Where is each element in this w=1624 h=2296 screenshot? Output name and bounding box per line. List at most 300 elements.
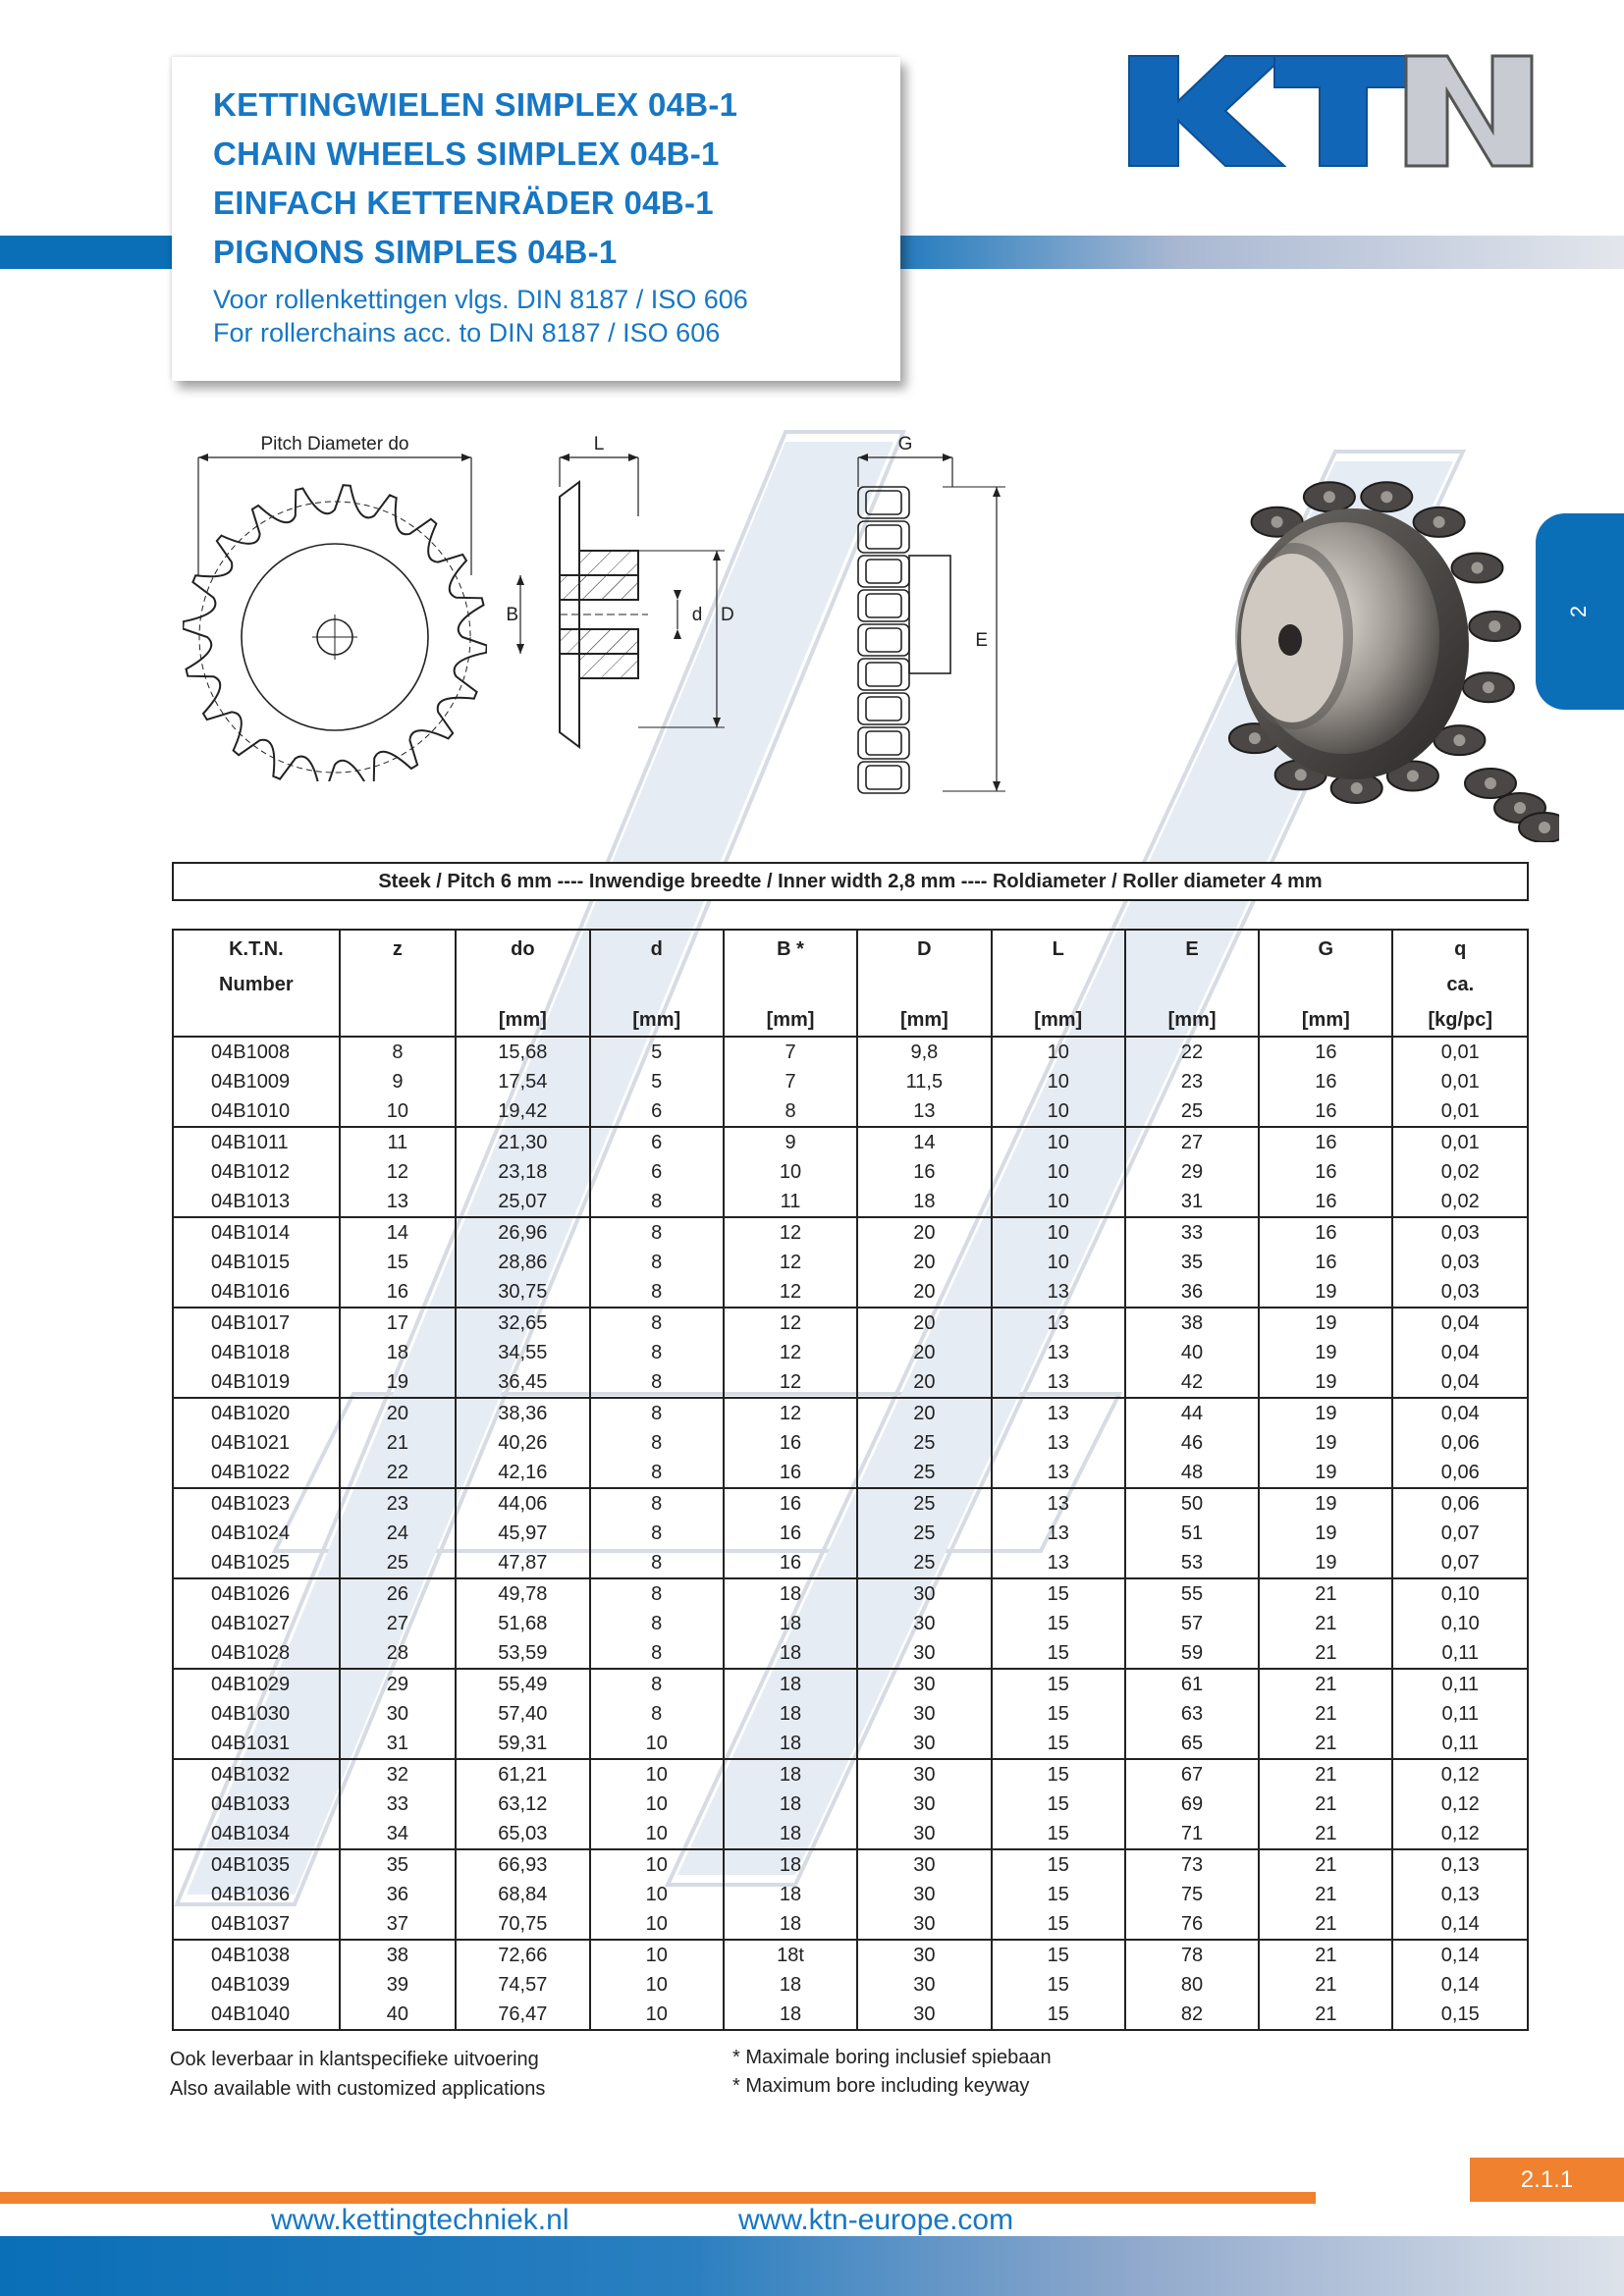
table-cell: 21: [1259, 1940, 1392, 1970]
table-cell: 6: [590, 1127, 724, 1157]
table-cell: 8: [590, 1699, 724, 1729]
table-cell: 9: [340, 1067, 456, 1096]
table-cell: 16: [1259, 1037, 1392, 1067]
table-cell: 29: [1125, 1157, 1259, 1187]
table-cell: 10: [992, 1248, 1125, 1277]
table-cell: 15: [992, 1789, 1125, 1819]
table-cell: 8: [590, 1548, 724, 1578]
table-cell: 36,45: [456, 1367, 589, 1398]
label-d: d: [691, 605, 703, 625]
chapter-tab: [1536, 513, 1624, 710]
note-bore-en: * Maximum bore including keyway: [732, 2075, 1030, 2097]
chain-pin-3d: [1380, 491, 1392, 503]
table-row: [173, 1970, 1528, 2000]
table-cell: 10: [992, 1037, 1125, 1067]
table-cell: 5: [590, 1067, 724, 1096]
table-cell: 74,57: [456, 1970, 589, 2000]
chain-pin-3d: [1249, 732, 1261, 744]
table-cell: 04B1030: [173, 1699, 340, 1729]
table-cell: 0,14: [1392, 1970, 1528, 2000]
chain-roller: [866, 525, 901, 549]
col-header: [1259, 930, 1392, 1037]
table-cell: 19: [1259, 1488, 1392, 1519]
table-cell: 63,12: [456, 1789, 589, 1819]
table-row: [173, 1548, 1528, 1578]
col-header: [1125, 930, 1259, 1037]
table-cell: 35: [340, 1849, 456, 1880]
table-cell: 46: [1125, 1428, 1259, 1458]
table-cell: 0,14: [1392, 1940, 1528, 1970]
table-cell: 32,65: [456, 1308, 589, 1338]
table-cell: 25: [857, 1548, 991, 1578]
table-cell: 21: [340, 1428, 456, 1458]
chain-roller: [866, 560, 901, 583]
table-cell: 10: [590, 1909, 724, 1940]
table-cell: 8: [590, 1638, 724, 1669]
col-header: [1392, 930, 1528, 1037]
table-row: [173, 1519, 1528, 1548]
table-cell: 15: [992, 1849, 1125, 1880]
col-header-line: [mm]: [899, 1009, 948, 1031]
table-cell: 10: [590, 1789, 724, 1819]
table-cell: 18: [724, 1578, 857, 1609]
table-cell: 10: [590, 1970, 724, 2000]
table-cell: 22: [1125, 1037, 1259, 1067]
col-header-line: B *: [777, 938, 804, 960]
table-cell: 04B1015: [173, 1248, 340, 1277]
note-custom-nl: Ook leverbaar in klantspecifieke uitvoering: [170, 2049, 539, 2070]
footer-link-kettingtechniek[interactable]: www.kettingtechniek.nl: [271, 2204, 569, 2236]
table-cell: 0,01: [1392, 1096, 1528, 1127]
table-cell: 18: [857, 1187, 991, 1217]
table-cell: 10: [590, 1940, 724, 1970]
table-cell: 15: [340, 1248, 456, 1277]
table-header-row: [173, 930, 1528, 1037]
chain-roller: [866, 663, 901, 686]
table-cell: 04B1010: [173, 1096, 340, 1127]
table-cell: 67: [1125, 1759, 1259, 1789]
table-row: [173, 1488, 1528, 1519]
table-cell: 18: [724, 1638, 857, 1669]
table-cell: 7: [724, 1067, 857, 1096]
table-row: [173, 1187, 1528, 1217]
table-cell: 13: [992, 1428, 1125, 1458]
table-cell: 18t: [724, 1940, 857, 1970]
table-cell: 16: [1259, 1248, 1392, 1277]
table-cell: 0,11: [1392, 1669, 1528, 1699]
table-cell: 15: [992, 1609, 1125, 1638]
chain-pin-3d: [1351, 782, 1363, 794]
table-cell: 22: [340, 1458, 456, 1488]
table-row: [173, 1578, 1528, 1609]
table-cell: 13: [992, 1277, 1125, 1308]
col-header-line: d: [650, 938, 663, 960]
sprocket-side-section: [501, 428, 736, 791]
table-cell: 04B1014: [173, 1217, 340, 1248]
table-cell: 19: [1259, 1548, 1392, 1578]
table-cell: 13: [340, 1187, 456, 1217]
table-cell: 04B1039: [173, 1970, 340, 2000]
table-cell: 21: [1259, 1880, 1392, 1909]
col-header-line: [mm]: [1167, 1009, 1217, 1031]
chain-pin-3d: [1324, 491, 1335, 503]
table-cell: 10: [992, 1067, 1125, 1096]
table-cell: 19: [1259, 1277, 1392, 1308]
table-cell: 20: [857, 1217, 991, 1248]
chapter-tab-label: 2: [1566, 605, 1591, 618]
table-cell: 04B1034: [173, 1819, 340, 1849]
table-cell: 73: [1125, 1849, 1259, 1880]
spec-bar: [172, 862, 1529, 901]
table-cell: 0,11: [1392, 1638, 1528, 1669]
table-cell: 21: [1259, 2000, 1392, 2030]
table-cell: 04B1026: [173, 1578, 340, 1609]
table-cell: 0,13: [1392, 1880, 1528, 1909]
table-cell: 21: [1259, 1578, 1392, 1609]
table-cell: 21: [1259, 1849, 1392, 1880]
label-E: E: [975, 630, 988, 651]
col-header-line: G: [1318, 938, 1334, 960]
table-row: [173, 1217, 1528, 1248]
table-cell: 0,06: [1392, 1458, 1528, 1488]
table-cell: 50: [1125, 1488, 1259, 1519]
table-cell: 61: [1125, 1669, 1259, 1699]
table-cell: 19: [1259, 1519, 1392, 1548]
table-cell: 10: [590, 1849, 724, 1880]
col-header-line: [mm]: [632, 1009, 681, 1031]
label-L: L: [593, 434, 605, 454]
table-cell: 26,96: [456, 1217, 589, 1248]
chain-roller: [866, 766, 901, 789]
table-cell: 57: [1125, 1609, 1259, 1638]
table-cell: 25: [857, 1488, 991, 1519]
col-header-line: [mm]: [766, 1009, 815, 1031]
table-cell: 04B1036: [173, 1880, 340, 1909]
table-cell: 11,5: [857, 1067, 991, 1096]
table-cell: 13: [992, 1367, 1125, 1398]
table-cell: 04B1016: [173, 1277, 340, 1308]
table-cell: 40: [340, 2000, 456, 2030]
col-header: [724, 930, 857, 1037]
table-cell: 39: [340, 1970, 456, 2000]
table-cell: 20: [857, 1277, 991, 1308]
chain-roller: [866, 491, 901, 514]
table-row: [173, 2000, 1528, 2030]
table-cell: 19: [1259, 1338, 1392, 1367]
table-cell: 8: [590, 1578, 724, 1609]
table-cell: 49,78: [456, 1578, 589, 1609]
table-cell: 53,59: [456, 1638, 589, 1669]
table-cell: 10: [590, 1759, 724, 1789]
table-cell: 19: [1259, 1428, 1392, 1458]
table-cell: 16: [724, 1428, 857, 1458]
table-cell: 10: [590, 1819, 724, 1849]
table-cell: 16: [724, 1488, 857, 1519]
table-cell: 0,10: [1392, 1578, 1528, 1609]
chain-roller: [866, 628, 901, 652]
table-cell: 5: [590, 1037, 724, 1067]
table-cell: 8: [590, 1187, 724, 1217]
table-cell: 0,15: [1392, 2000, 1528, 2030]
table-cell: 13: [992, 1398, 1125, 1428]
table-row: [173, 1669, 1528, 1699]
table-cell: 21,30: [456, 1127, 589, 1157]
col-header-line: D: [917, 938, 932, 960]
table-cell: 76,47: [456, 2000, 589, 2030]
table-cell: 21: [1259, 1729, 1392, 1759]
subtitle-en: For rollerchains acc. to DIN 8187 / ISO 606: [213, 318, 721, 347]
table-cell: 15: [992, 1699, 1125, 1729]
table-cell: 21: [1259, 1699, 1392, 1729]
table-cell: 21: [1259, 1609, 1392, 1638]
table-row: [173, 1248, 1528, 1277]
table-cell: 36: [1125, 1277, 1259, 1308]
table-cell: 8: [590, 1217, 724, 1248]
ktn-logo: [1127, 54, 1534, 168]
col-header: [340, 930, 456, 1037]
table-cell: 20: [857, 1367, 991, 1398]
table-cell: 16: [724, 1519, 857, 1548]
table-cell: 0,02: [1392, 1187, 1528, 1217]
table-cell: 30: [857, 1638, 991, 1669]
footer-band: [0, 2236, 1624, 2296]
table-cell: 10: [992, 1127, 1125, 1157]
col-header: [173, 930, 340, 1037]
table-cell: 30: [857, 1909, 991, 1940]
table-cell: 15: [992, 1940, 1125, 1970]
table-cell: 31: [340, 1729, 456, 1759]
chain-roller: [866, 594, 901, 617]
title-fr: PIGNONS SIMPLES 04B-1: [213, 234, 618, 270]
table-cell: 44: [1125, 1398, 1259, 1428]
table-cell: 17,54: [456, 1067, 589, 1096]
table-cell: 18: [724, 1819, 857, 1849]
table-cell: 55: [1125, 1578, 1259, 1609]
table-cell: 11: [340, 1127, 456, 1157]
table-cell: 30: [340, 1699, 456, 1729]
table-cell: 80: [1125, 1970, 1259, 2000]
table-cell: 48: [1125, 1458, 1259, 1488]
table-row: [173, 1458, 1528, 1488]
table-row: [173, 1428, 1528, 1458]
table-cell: 15: [992, 1578, 1125, 1609]
table-cell: 12: [724, 1367, 857, 1398]
pitch-diameter-label: Pitch Diameter do: [260, 434, 409, 454]
table-cell: 18: [340, 1338, 456, 1367]
table-cell: 20: [857, 1398, 991, 1428]
table-cell: 14: [340, 1217, 456, 1248]
sprocket-front-view: [183, 428, 487, 781]
table-cell: 76: [1125, 1909, 1259, 1940]
table-cell: 10: [992, 1157, 1125, 1187]
table-cell: 30: [857, 1819, 991, 1849]
table-cell: 18: [724, 1759, 857, 1789]
table-cell: 16: [1259, 1157, 1392, 1187]
table-cell: 51,68: [456, 1609, 589, 1638]
table-cell: 38: [340, 1940, 456, 1970]
table-cell: 27: [340, 1609, 456, 1638]
table-cell: 15: [992, 1970, 1125, 2000]
table-cell: 04B1033: [173, 1789, 340, 1819]
chain-pin-3d: [1514, 802, 1526, 814]
title-en: CHAIN WHEELS SIMPLEX 04B-1: [213, 135, 720, 172]
col-header-line: [mm]: [1301, 1009, 1350, 1031]
table-row: [173, 1759, 1528, 1789]
table-row: [173, 1398, 1528, 1428]
table-cell: 30: [857, 1669, 991, 1699]
table-cell: 19: [1259, 1458, 1392, 1488]
table-cell: 04B1012: [173, 1157, 340, 1187]
table-cell: 26: [340, 1578, 456, 1609]
table-cell: 16: [1259, 1127, 1392, 1157]
table-cell: 38: [1125, 1308, 1259, 1338]
subtitle-nl: Voor rollenkettingen vlgs. DIN 8187 / ISO 606: [213, 285, 748, 314]
note-bore-nl: * Maximale boring inclusief spiebaan: [732, 2047, 1052, 2068]
table-cell: 10: [992, 1187, 1125, 1217]
table-cell: 8: [590, 1338, 724, 1367]
table-cell: 04B1035: [173, 1849, 340, 1880]
table-cell: 31: [1125, 1187, 1259, 1217]
table-row: [173, 1819, 1528, 1849]
chain-pin-3d: [1295, 769, 1307, 780]
table-cell: 8: [590, 1669, 724, 1699]
table-cell: 25: [857, 1458, 991, 1488]
col-header: [857, 930, 991, 1037]
table-cell: 8: [340, 1037, 456, 1067]
table-cell: 16: [724, 1548, 857, 1578]
table-cell: 0,12: [1392, 1759, 1528, 1789]
table-cell: 0,10: [1392, 1609, 1528, 1638]
table-cell: 0,07: [1392, 1548, 1528, 1578]
sprocket-3d-image: [1196, 450, 1559, 842]
chain-pin-3d: [1489, 620, 1500, 632]
table-cell: 21: [1259, 1669, 1392, 1699]
table-cell: 11: [724, 1187, 857, 1217]
table-cell: 13: [992, 1308, 1125, 1338]
table-cell: 13: [992, 1338, 1125, 1367]
table-cell: 27: [1125, 1127, 1259, 1157]
table-cell: 78: [1125, 1940, 1259, 1970]
table-cell: 30: [857, 1880, 991, 1909]
table-cell: 04B1025: [173, 1548, 340, 1578]
table-cell: 04B1009: [173, 1067, 340, 1096]
table-cell: 59,31: [456, 1729, 589, 1759]
table-row: [173, 1609, 1528, 1638]
col-header: [992, 930, 1125, 1037]
table-cell: 25: [340, 1548, 456, 1578]
col-header-line: z: [392, 938, 403, 960]
table-cell: 40: [1125, 1338, 1259, 1367]
table-cell: 19: [1259, 1308, 1392, 1338]
label-D: D: [721, 605, 734, 625]
col-header-line: [mm]: [1034, 1009, 1083, 1031]
col-header-line: q: [1454, 938, 1467, 960]
table-cell: 28: [340, 1638, 456, 1669]
table-cell: 34: [340, 1819, 456, 1849]
table-cell: 15: [992, 2000, 1125, 2030]
table-cell: 6: [590, 1096, 724, 1127]
table-cell: 04B1028: [173, 1638, 340, 1669]
table-cell: 8: [724, 1096, 857, 1127]
table-cell: 20: [857, 1338, 991, 1367]
table-cell: 10: [724, 1157, 857, 1187]
table-cell: 7: [724, 1037, 857, 1067]
table-cell: 30: [857, 1789, 991, 1819]
table-row: [173, 1338, 1528, 1367]
table-cell: 04B1008: [173, 1037, 340, 1067]
table-cell: 8: [590, 1367, 724, 1398]
table-cell: 0,03: [1392, 1277, 1528, 1308]
table-cell: 30: [857, 1940, 991, 1970]
table-cell: 68,84: [456, 1880, 589, 1909]
table-cell: 55,49: [456, 1669, 589, 1699]
page-number: 2.1.1: [1470, 2158, 1624, 2202]
table-cell: 04B1013: [173, 1187, 340, 1217]
table-cell: 47,87: [456, 1548, 589, 1578]
table-cell: 0,12: [1392, 1789, 1528, 1819]
col-header-line: E: [1185, 938, 1199, 960]
table-cell: 30: [857, 1849, 991, 1880]
sprocket-table: [172, 929, 1529, 2031]
table-cell: 0,14: [1392, 1909, 1528, 1940]
chain-roller: [866, 731, 901, 755]
table-cell: 15: [992, 1880, 1125, 1909]
table-cell: 16: [1259, 1067, 1392, 1096]
table-cell: 25: [857, 1519, 991, 1548]
table-cell: 13: [992, 1488, 1125, 1519]
chain-roller: [866, 697, 901, 721]
table-cell: 30: [857, 1609, 991, 1638]
table-cell: 0,06: [1392, 1428, 1528, 1458]
table-cell: 04B1027: [173, 1609, 340, 1638]
table-cell: 10: [590, 2000, 724, 2030]
col-header-line: K.T.N.: [229, 938, 284, 960]
table-cell: 12: [724, 1338, 857, 1367]
table-cell: 0,03: [1392, 1217, 1528, 1248]
table-cell: 82: [1125, 2000, 1259, 2030]
footer-link-ktn-europe[interactable]: www.ktn-europe.com: [738, 2204, 1014, 2236]
chain-pin-3d: [1483, 681, 1494, 693]
table-cell: 15: [992, 1819, 1125, 1849]
table-cell: 21: [1259, 1909, 1392, 1940]
table-cell: 8: [590, 1277, 724, 1308]
table-cell: 04B1018: [173, 1338, 340, 1367]
table-cell: 51: [1125, 1519, 1259, 1548]
table-cell: 12: [724, 1217, 857, 1248]
col-header-line: do: [511, 938, 535, 960]
table-cell: 25,07: [456, 1187, 589, 1217]
table-cell: 04B1029: [173, 1669, 340, 1699]
table-cell: 8: [590, 1398, 724, 1428]
table-cell: 8: [590, 1519, 724, 1548]
table-cell: 20: [340, 1398, 456, 1428]
table-cell: 65,03: [456, 1819, 589, 1849]
table-cell: 8: [590, 1458, 724, 1488]
table-cell: 23,18: [456, 1157, 589, 1187]
table-cell: 30: [857, 1759, 991, 1789]
table-cell: 57,40: [456, 1699, 589, 1729]
table-cell: 18: [724, 1729, 857, 1759]
table-cell: 04B1031: [173, 1729, 340, 1759]
table-cell: 30: [857, 1729, 991, 1759]
table-cell: 10: [992, 1096, 1125, 1127]
table-cell: 18: [724, 1909, 857, 1940]
table-cell: 12: [340, 1157, 456, 1187]
table-row: [173, 1037, 1528, 1067]
table-row: [173, 1157, 1528, 1187]
table-cell: 71: [1125, 1819, 1259, 1849]
table-cell: 19,42: [456, 1096, 589, 1127]
